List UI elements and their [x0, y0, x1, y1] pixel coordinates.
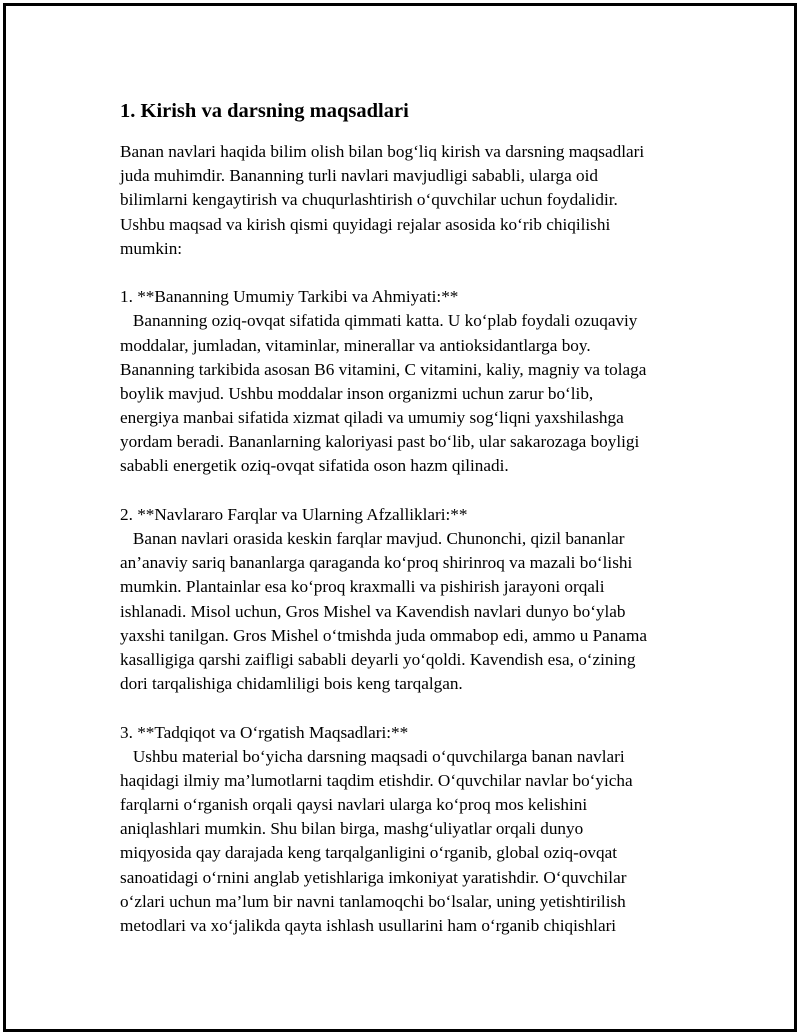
- section-heading: 1. Kirish va darsning maqsadlari: [120, 100, 409, 122]
- blank-line: [120, 696, 700, 720]
- text-line: ishlanadi. Misol uchun, Gros Mishel va Kavendish navlari dunyo bo‘ylab: [120, 601, 626, 621]
- text-line: mumkin:: [120, 238, 183, 258]
- text-line: mumkin. Plantainlar esa ko‘proq kraxmalli va pishirish jarayoni orqali: [120, 577, 605, 597]
- text-line: dori tarqalishiga chidamliligi bois keng tarqalgan.: [120, 674, 463, 694]
- text-line: Banan navlari orasida keskin farqlar mavjud. Chunonchi, qizil bananlar: [120, 529, 625, 548]
- text-line: bilimlarni kengaytirish va chuqurlashtirish o‘quvchilar uchun foydalidir.: [120, 190, 618, 210]
- text-line: an’anaviy sariq bananlarga qaraganda ko‘proq shirinroq va mazali bo‘lishi: [120, 553, 633, 573]
- list-item-heading: 1. **Bananning Umumiy Tarkibi va Ahmiyati:**: [120, 287, 459, 307]
- text-line: yaxshi tanilgan. Gros Mishel o‘tmishda juda ommabop edi, ammo u Panama: [120, 625, 647, 645]
- document-page: [3, 3, 797, 1032]
- text-line: energiya manbai sifatida xizmat qiladi va umumiy sog‘liqni yaxshilashga: [120, 408, 624, 428]
- text-line: boylik mavjud. Ushbu moddalar inson organizmi uchun zarur bo‘lib,: [120, 383, 594, 403]
- list-item-heading: 2. **Navlararo Farqlar va Ularning Afzalliklari:**: [120, 504, 468, 524]
- text-line: moddalar, jumladan, vitaminlar, minerallar va antioksidantlarga boy.: [120, 335, 591, 355]
- text-line: yordam beradi. Bananlarning kaloriyasi past bo‘lib, ular sakarozaga boyligi: [120, 432, 640, 452]
- list-item-heading: 3. **Tadqiqot va O‘rgatish Maqsadlari:**: [120, 722, 409, 742]
- text-line: Bananning oziq-ovqat sifatida qimmati katta. U ko‘plab foydali ozuqaviy: [120, 311, 638, 331]
- text-line: miqyosida qay darajada keng tarqalganligini o‘rganib, global oziq-ovqat: [120, 843, 618, 863]
- text-line: o‘zlari uchun ma’lum bir navni tanlamoqchi bo‘lsalar, uning yetishtirilish: [120, 891, 626, 911]
- text-line: Ushbu material bo‘yicha darsning maqsadi o‘quvchilarga banan navlari: [120, 746, 625, 766]
- text-line: Ushbu maqsad va kirish qismi quyidagi rejalar asosida ko‘rib chiqilishi: [120, 214, 611, 234]
- text-line: juda muhimdir. Bananning turli navlari mavjudligi sababli, ularga oid: [120, 166, 598, 186]
- text-line: sanoatidagi o‘rnini anglab yetishlariga imkoniyat yaratishdir. O‘quvchilar: [120, 867, 627, 887]
- text-line: Banan navlari haqida bilim olish bilan bog‘liq kirish va darsning maqsadlari: [120, 142, 645, 161]
- text-line: metodlari va xo‘jalikda qayta ishlash usullarini ham o‘rganib chiqishlari: [120, 916, 617, 935]
- blank-line: [120, 261, 700, 285]
- text-line: sababli energetik oziq-ovqat sifatida oson hazm qilinadi.: [120, 456, 509, 476]
- text-line: kasalligiga qarshi zaifligi sababli deyarli yo‘qoldi. Kavendish esa, o‘zining: [120, 649, 636, 669]
- document-content: [120, 98, 700, 938]
- text-line: aniqlashlari mumkin. Shu bilan birga, mashg‘uliyatlar orqali dunyo: [120, 819, 584, 839]
- blank-line: [120, 479, 700, 503]
- text-line: haqidagi ilmiy ma’lumotlarni taqdim etishdir. O‘quvchilar navlar bo‘yicha: [120, 770, 633, 790]
- text-line: Bananning tarkibida asosan B6 vitamini, C vitamini, kaliy, magniy va tolaga: [120, 359, 647, 379]
- text-line: farqlarni o‘rganish orqali qaysi navlari ularga ko‘proq mos kelishini: [120, 795, 588, 815]
- body-text: [120, 140, 700, 938]
